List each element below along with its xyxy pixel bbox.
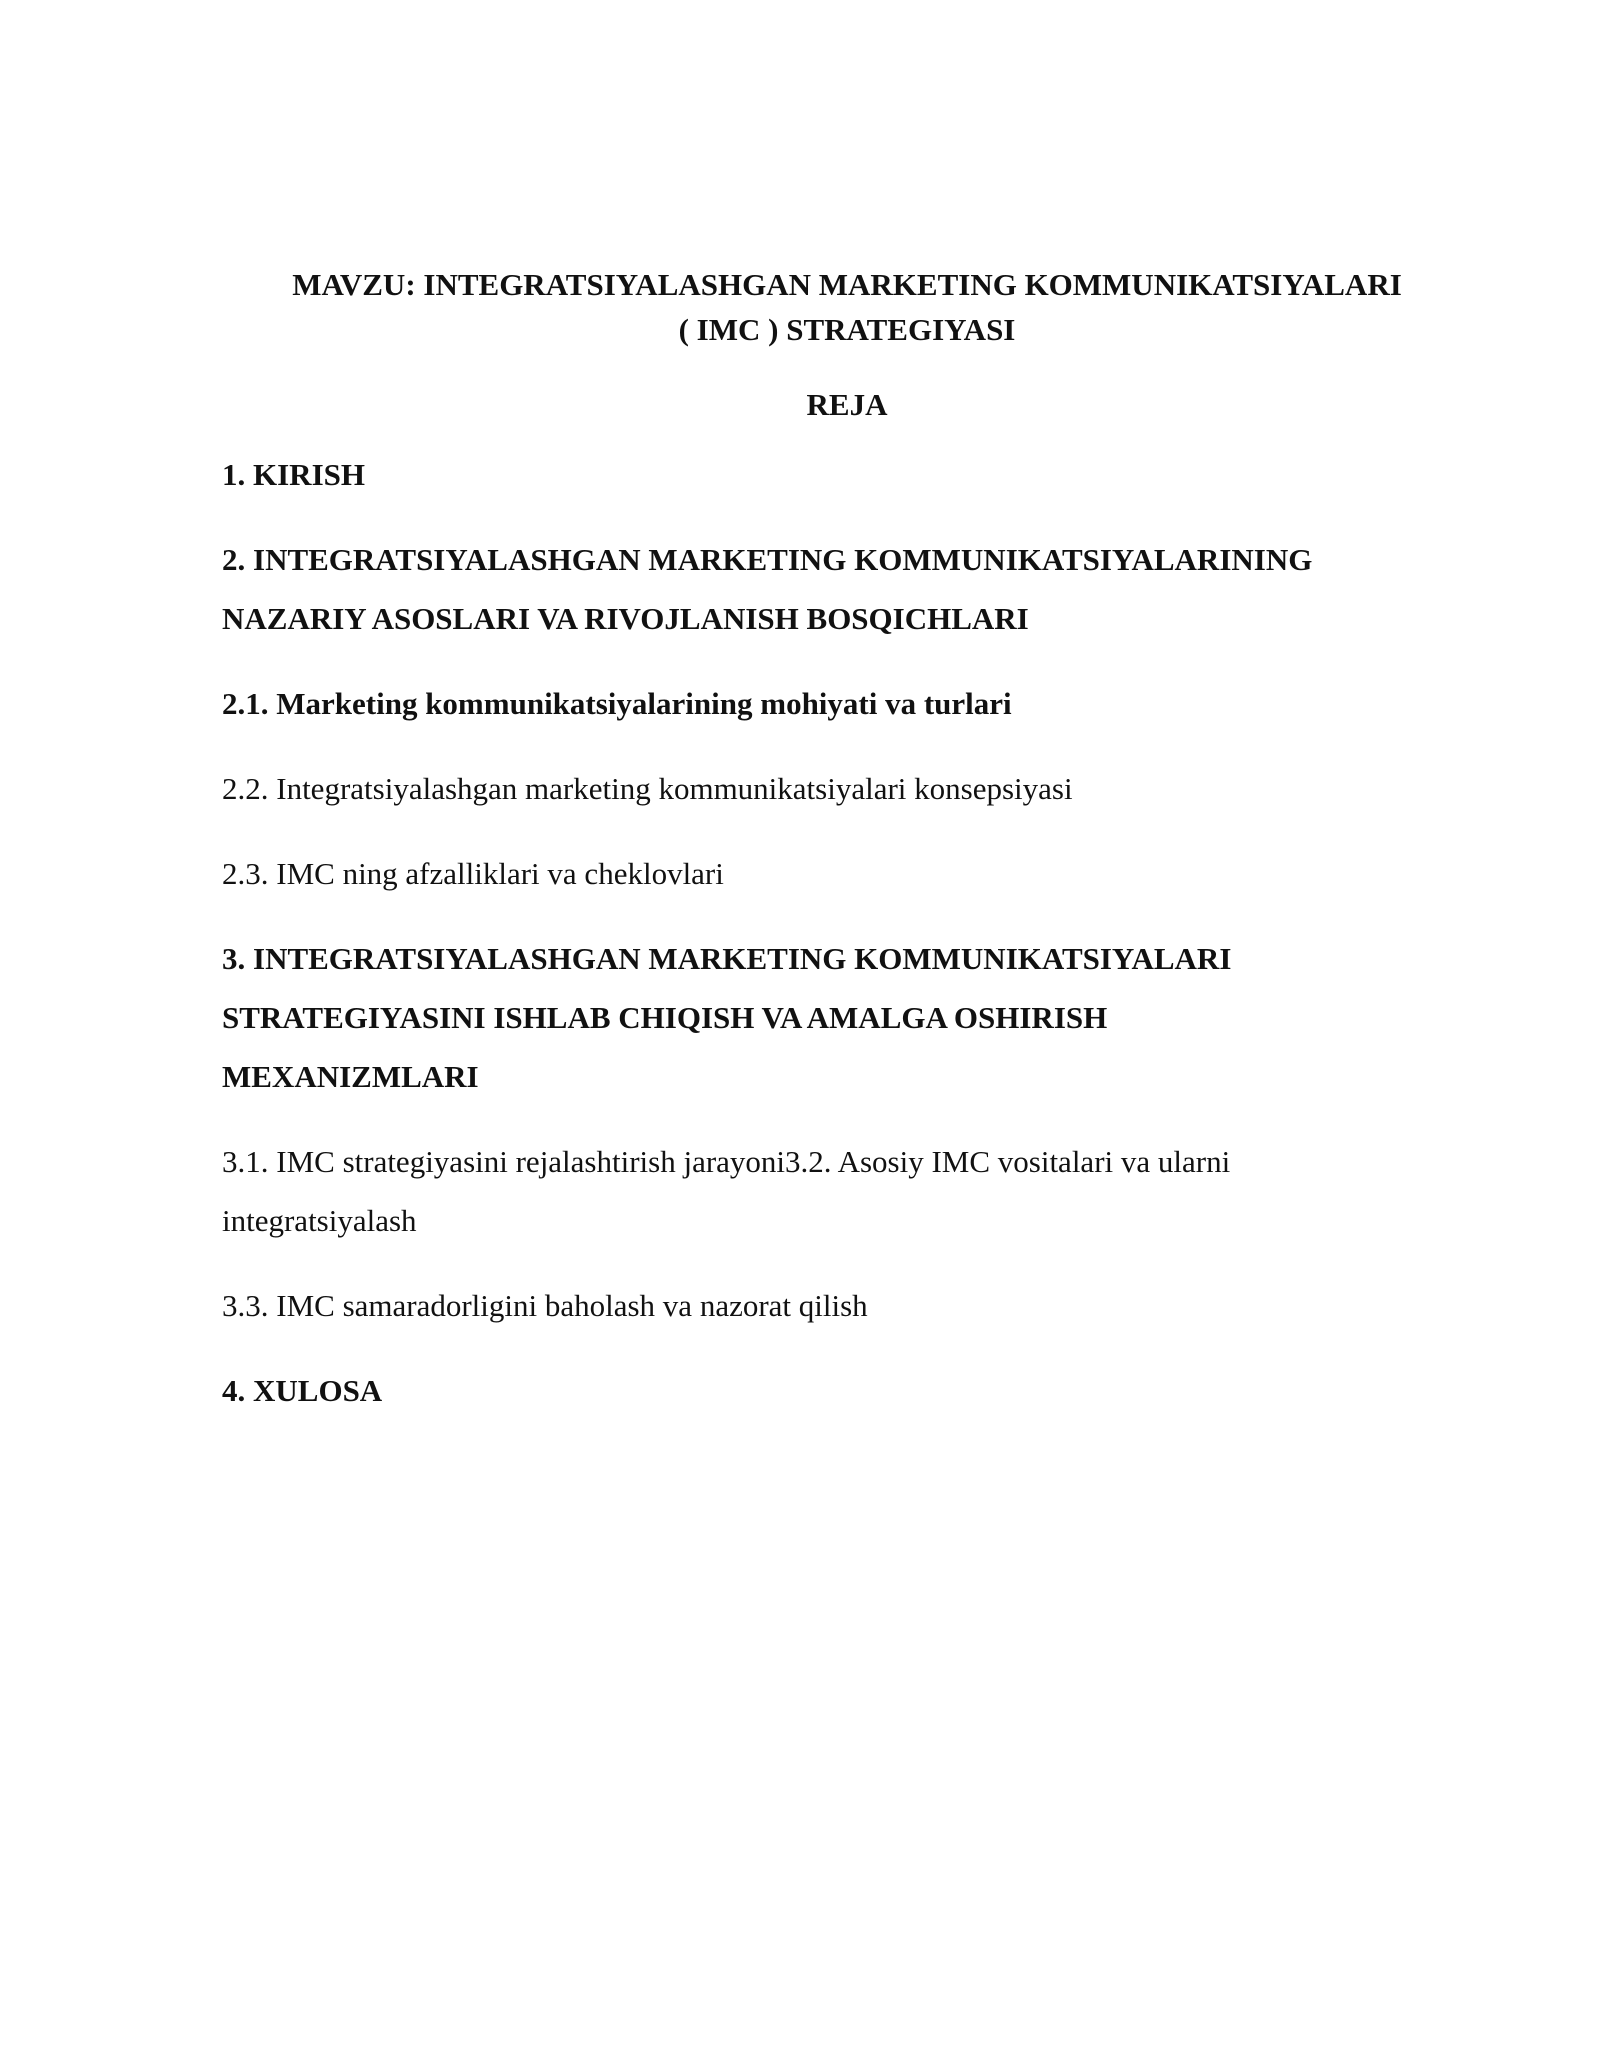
document-title xyxy=(222,262,1472,352)
document-title-line-1: MAVZU: INTEGRATSIYALASHGAN MARKETING KOMMUNIKATSIYALARI xyxy=(292,267,1402,302)
plan-item-4: 4. XULOSA xyxy=(222,1373,383,1408)
plan-item-2 xyxy=(222,530,1472,648)
plan-item-3 xyxy=(222,929,1472,1106)
plan-item-3-line-3: MEXANIZMLARI xyxy=(222,1059,479,1094)
plan-item-3-1-line-2: integratsiyalash xyxy=(222,1203,417,1238)
plan-item-3-line-1: 3. INTEGRATSIYALASHGAN MARKETING KOMMUNIKATSIYALARI xyxy=(222,941,1232,976)
plan-item-3-1-line-1: 3.1. IMC strategiyasini rejalashtirish jarayoni3.2. Asosiy IMC vositalari va ularni xyxy=(222,1144,1231,1179)
plan-heading: REJA xyxy=(806,387,888,422)
document-title-line-2: ( IMC ) STRATEGIYASI xyxy=(678,312,1016,347)
document-content xyxy=(222,262,1472,1420)
plan-item-2-1: 2.1. Marketing kommunikatsiyalarining mohiyati va turlari xyxy=(222,686,1012,721)
plan-item-3-3: 3.3. IMC samaradorligini baholash va nazorat qilish xyxy=(222,1288,868,1323)
plan-item-2-line-1: 2. INTEGRATSIYALASHGAN MARKETING KOMMUNIKATSIYALARINING xyxy=(222,542,1313,577)
plan-item-3-line-2: STRATEGIYASINI ISHLAB CHIQISH VA AMALGA OSHIRISH xyxy=(222,1000,1108,1035)
plan-item-2-2: 2.2. Integratsiyalashgan marketing kommunikatsiyalari konsepsiyasi xyxy=(222,771,1073,806)
plan-item-2-line-2: NAZARIY ASOSLARI VA RIVOJLANISH BOSQICHLARI xyxy=(222,601,1029,636)
plan-item-3-1 xyxy=(222,1132,1472,1250)
plan-item-2-3: 2.3. IMC ning afzalliklari va cheklovlari xyxy=(222,856,724,891)
plan-item-1: 1. KIRISH xyxy=(222,457,365,492)
